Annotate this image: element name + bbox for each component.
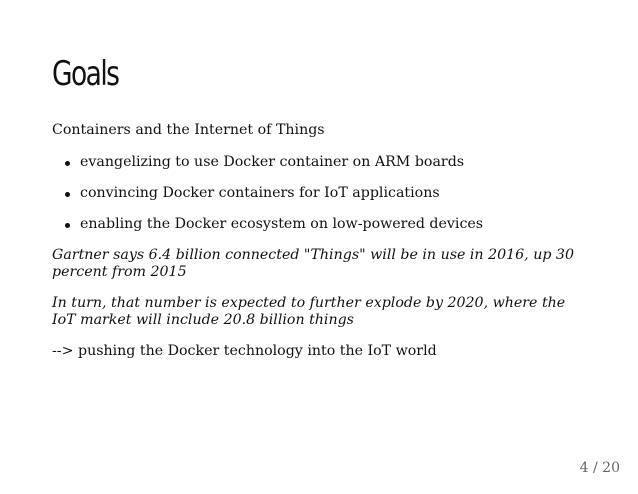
list-item-text: enabling the Docker ecosystem on low-powered devices	[80, 216, 484, 232]
intro-text: Containers and the Internet of Things	[52, 122, 325, 138]
conclusion-text: --> pushing the Docker technology into the IoT world	[52, 343, 437, 359]
bullet-icon	[65, 223, 70, 228]
list-item	[52, 185, 592, 202]
list-item-text: convincing Docker containers for IoT applications	[80, 185, 440, 201]
list-item-text: evangelizing to use Docker container on ARM boards	[80, 154, 465, 170]
forecast-quote: In turn, that number is expected to further explode by 2020, where the IoT market will include 20.8 billion things	[52, 295, 566, 328]
bullet-icon	[65, 161, 70, 166]
bullet-icon	[65, 192, 70, 197]
goals-list	[52, 154, 592, 233]
list-item	[52, 154, 592, 171]
slide-content	[52, 122, 592, 360]
list-item	[52, 216, 592, 233]
slide-title: Goals	[52, 54, 119, 94]
gartner-quote: Gartner says 6.4 billion connected "Things" will be in use in 2016, up 30 percent from 2015	[52, 247, 574, 280]
page-number: 4 / 20	[579, 460, 620, 476]
